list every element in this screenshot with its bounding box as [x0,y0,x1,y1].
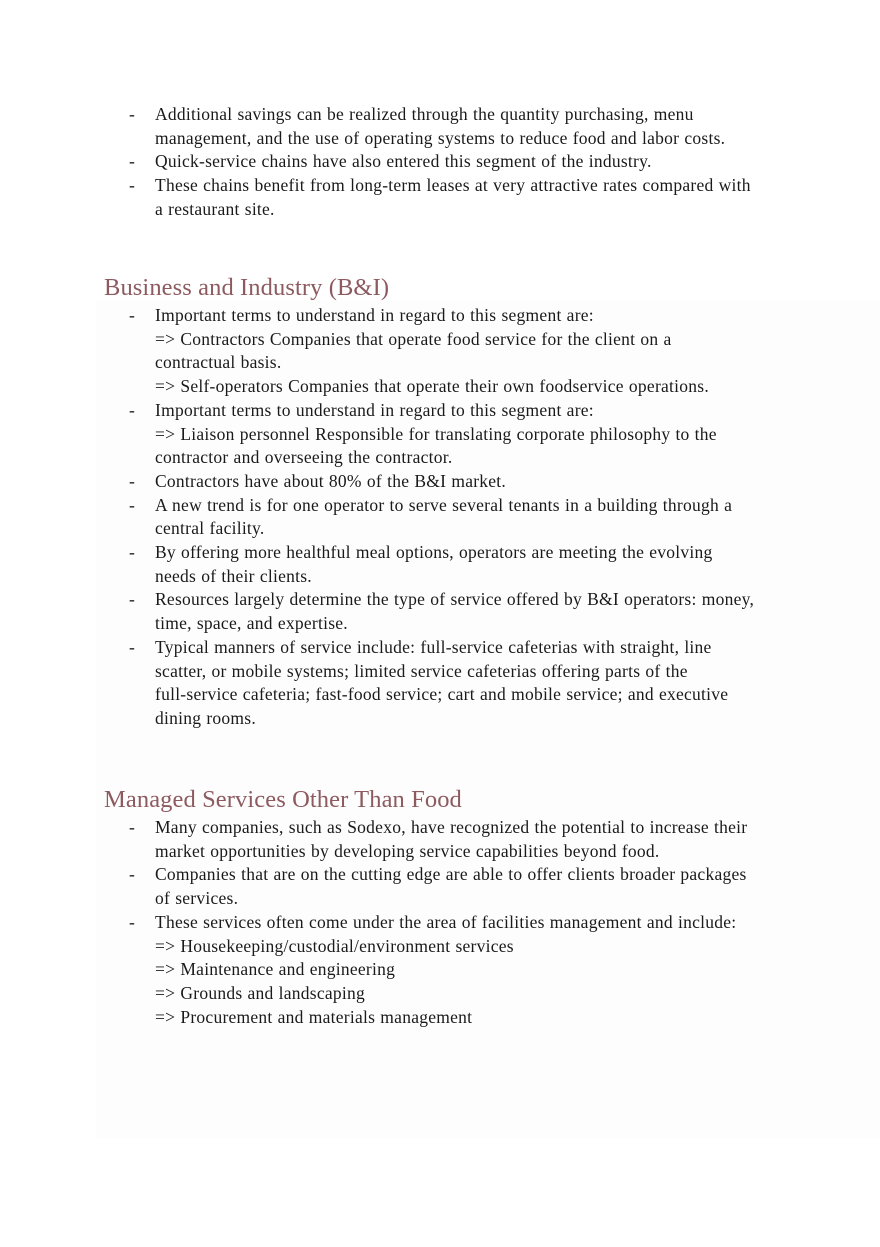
bullet-text-line: Many companies, such as Sodexo, have recognized the potential to increase their [155,817,748,837]
bullet-dash: - [129,636,135,657]
bullet-text-line: time, space, and expertise. [155,613,348,634]
bullet-dash: - [129,470,135,491]
bullet-dash: - [129,817,135,837]
bullet-text-line: contractual basis. [155,352,282,373]
bullet-text-line: By offering more healthful meal options, operators are meeting the evolving [155,542,713,562]
bullet-text-line: Companies that are on the cutting edge are able to offer clients broader packages [155,864,747,885]
bullet-text-line: Important terms to understand in regard to this segment are: [155,399,594,420]
section-heading: Managed Services Other Than Food [104,786,462,813]
bullet-dash: - [129,911,135,932]
bullet-dash: - [129,399,135,420]
bullet-text-line: Additional savings can be realized through the quantity purchasing, menu [155,104,694,124]
bullet-text-line: full-service cafeteria; fast-food service; cart and mobile service; and executive [155,684,729,705]
sub-term-line: => Grounds and landscaping [155,982,365,1003]
bullet-dash: - [129,589,135,610]
bullet-text-line: contractor and overseeing the contractor. [155,447,453,468]
bullet-text-line: central facility. [155,518,265,539]
sub-term-line: => Self-operators Companies that operate their own foodservice operations. [155,376,709,397]
bullet-text-line: Important terms to understand in regard to this segment are: [155,305,594,325]
bullet-text-line: dining rooms. [155,707,256,728]
sub-term-line: => Housekeeping/custodial/environment services [155,935,514,956]
bullet-text-line: Quick-service chains have also entered this segment of the industry. [155,151,652,172]
bullet-text-line: A new trend is for one operator to serve several tenants in a building through a [155,494,733,515]
bullet-text-line: market opportunities by developing service capabilities beyond food. [155,840,660,861]
bullet-text-line: These services often come under the area of facilities management and include: [155,911,737,932]
bullet-text-line: management, and the use of operating systems to reduce food and labor costs. [155,127,726,148]
sub-term-line: => Liaison personnel Responsible for translating corporate philosophy to the [155,423,717,444]
sub-term-line: => Contractors Companies that operate food service for the client on a [155,328,672,349]
bullet-text-line: needs of their clients. [155,565,312,586]
bullet-dash: - [129,494,135,515]
bullet-text-line: Contractors have about 80% of the B&I market. [155,470,507,491]
bullet-dash: - [129,104,135,124]
bullet-dash: - [129,175,135,196]
bullet-dash: - [129,151,135,172]
bullet-dash: - [129,542,135,562]
bullet-dash: - [129,305,135,325]
bullet-text-line: Typical manners of service include: full-service cafeterias with straight, line [155,636,712,657]
bullet-text-line: of services. [155,888,239,909]
bullet-text-line: Resources largely determine the type of service offered by B&I operators: money, [155,589,755,610]
section-heading: Business and Industry (B&I) [104,274,390,301]
bullet-text-line: scatter, or mobile systems; limited service cafeterias offering parts of the [155,660,688,681]
sub-term-line: => Procurement and materials management [155,1006,473,1027]
bullet-dash: - [129,864,135,885]
bullet-text-line: These chains benefit from long-term leases at very attractive rates compared with [155,175,751,196]
sub-term-line: => Maintenance and engineering [155,959,396,980]
bullet-text-line: a restaurant site. [155,198,275,219]
